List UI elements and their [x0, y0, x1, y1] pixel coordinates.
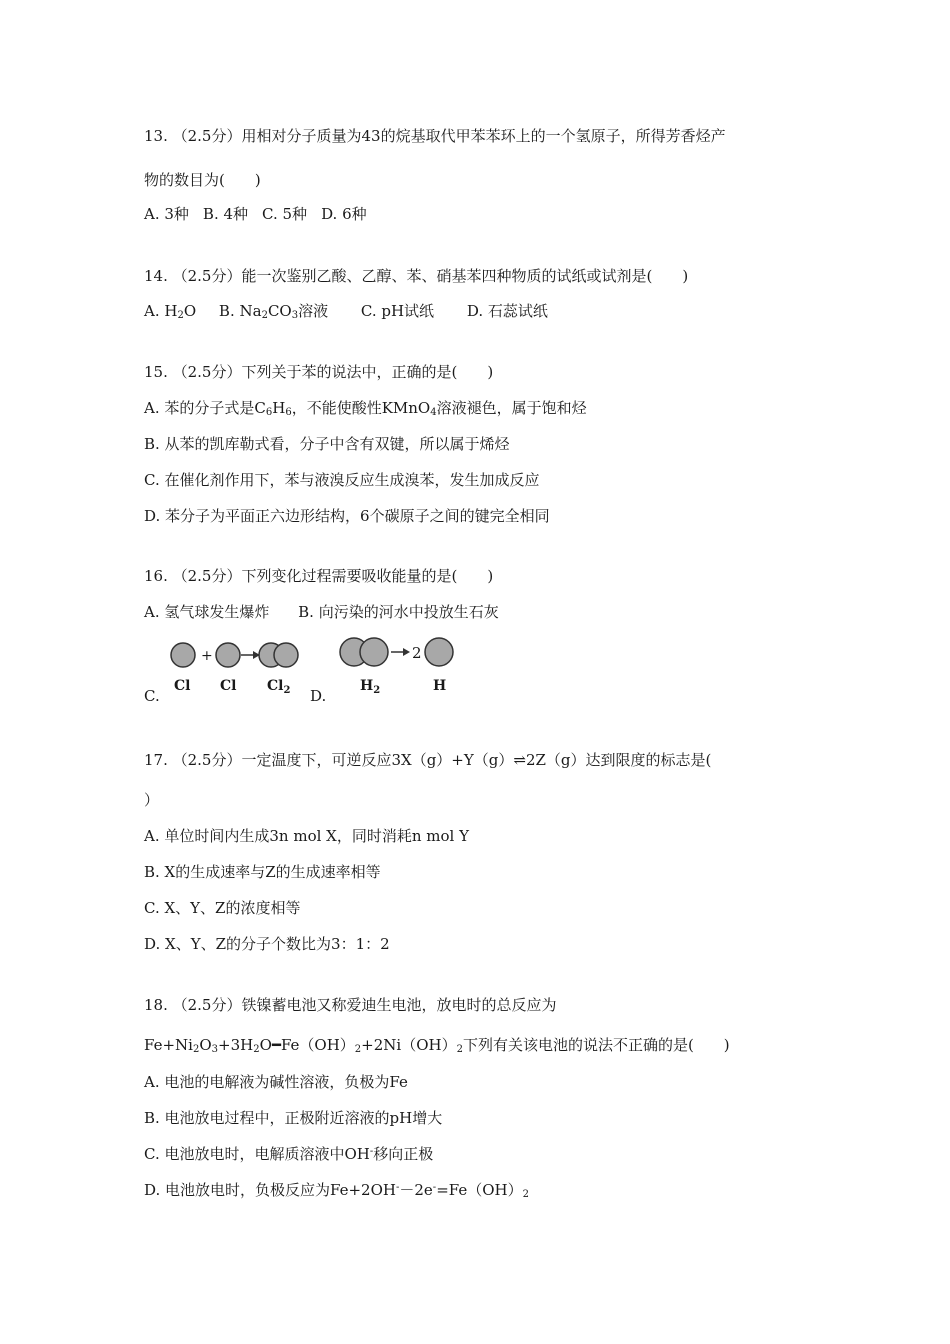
q13-option-d: D. 6种	[321, 205, 367, 223]
q18-option-a: A. 电池的电解液为碱性溶液，负极为Fe	[144, 1073, 408, 1091]
reaction-arrow-head	[403, 648, 410, 656]
q14-option-d: D. 石蕊试纸	[466, 302, 548, 320]
h-atom	[425, 638, 453, 666]
q18-stem-line1: 18. （2.5分）铁镍蓄电池又称爱迪生电池，放电时的总反应为	[144, 996, 557, 1014]
q17-option-b: B. X的生成速率与Z的生成速率相等	[144, 863, 381, 881]
q16-diagram-d	[336, 634, 460, 704]
q15-stem: 15. （2.5分）下列关于苯的说法中，正确的是( )	[144, 363, 494, 381]
q16-option-a: A. 氢气球发生爆炸	[144, 603, 270, 621]
q14-options	[144, 301, 548, 321]
q18-option-c: C. 电池放电时，电解质溶液中OH-移向正极	[144, 1145, 434, 1163]
plus-sign: +	[201, 648, 213, 664]
cl2-atom-right	[274, 643, 298, 667]
q13-options	[144, 204, 367, 224]
q14-option-b: B. $Na_2CO_3$溶液	[218, 302, 329, 321]
q17-stem-line2: ）	[144, 791, 160, 809]
q14-stem: 14. （2.5分）能一次鉴别乙酸、乙醇、苯、硝基苯四种物质的试纸或试剂是( )	[144, 267, 689, 285]
h-label: H	[433, 678, 447, 694]
cl-label-2: Cl	[220, 678, 237, 694]
q15-option-d: D. 苯分子为平面正六边形结构，6个碳原子之间的键完全相同	[144, 507, 550, 525]
q17-option-a: A. 单位时间内生成3n mol X，同时消耗n mol Y	[144, 827, 469, 845]
q17-option-c: C. X、Y、Z的浓度相等	[144, 899, 301, 917]
q15-option-a: A. 苯的分子式是$C_6H_6$，不能使酸性KMnO$_4$溶液褪色，属于饱和烃	[144, 399, 587, 418]
q13-option-a: A. 3种	[144, 205, 189, 223]
q16-options-ab	[144, 602, 499, 622]
cl-atom-2	[216, 643, 240, 667]
q18-option-b: B. 电池放电过程中，正极附近溶液的pH增大	[144, 1109, 443, 1127]
cl-label-1: Cl	[174, 678, 191, 694]
q15-option-b: B. 从苯的凯库勒式看，分子中含有双键，所以属于烯烃	[144, 435, 510, 453]
q13-stem-line1: 13. （2.5分）用相对分子质量为43的烷基取代甲苯苯环上的一个氢原子，所得芳香烃产	[144, 127, 726, 145]
q15-option-c: C. 在催化剂作用下，苯与液溴反应生成溴苯，发生加成反应	[144, 471, 540, 489]
q16-option-d-label: D.	[310, 687, 327, 705]
h2-atom-right	[360, 638, 388, 666]
q16-option-c-label: C.	[144, 687, 160, 705]
q13-stem-line2: 物的数目为( )	[144, 171, 261, 189]
q17-option-d: D. X、Y、Z的分子个数比为3：1：2	[144, 935, 390, 953]
coefficient-two: 2	[412, 644, 422, 662]
q13-option-b: B. 4种	[202, 205, 249, 223]
q13-option-c: C. 5种	[262, 205, 308, 223]
cl2-label: $Cl_2$	[267, 678, 291, 696]
q17-stem-line1: 17. （2.5分）一定温度下，可逆反应3X（g）+Y（g）⇌2Z（g）达到限度的标志是(	[144, 751, 712, 769]
q18-option-d: D. 电池放电时，负极反应为$Fe+2OH^--2e^-=Fe(OH)_2$	[144, 1181, 529, 1200]
q14-option-a: A. $H_2O$	[144, 302, 197, 321]
q16-diagram-c	[164, 638, 310, 704]
q14-option-c: C. pH试纸	[360, 302, 435, 320]
h2-label: $H_2$	[360, 678, 381, 696]
cl-atom-1	[171, 643, 195, 667]
q18-stem-line2: $Fe+Ni_2O_3+3H_2O━Fe(OH)_2+2Ni(OH)_2$下列有关该电池的说法不正确的是( )	[144, 1036, 730, 1055]
q16-option-b: B. 向污染的河水中投放生石灰	[298, 603, 499, 621]
q16-stem: 16. （2.5分）下列变化过程需要吸收能量的是( )	[144, 567, 494, 585]
